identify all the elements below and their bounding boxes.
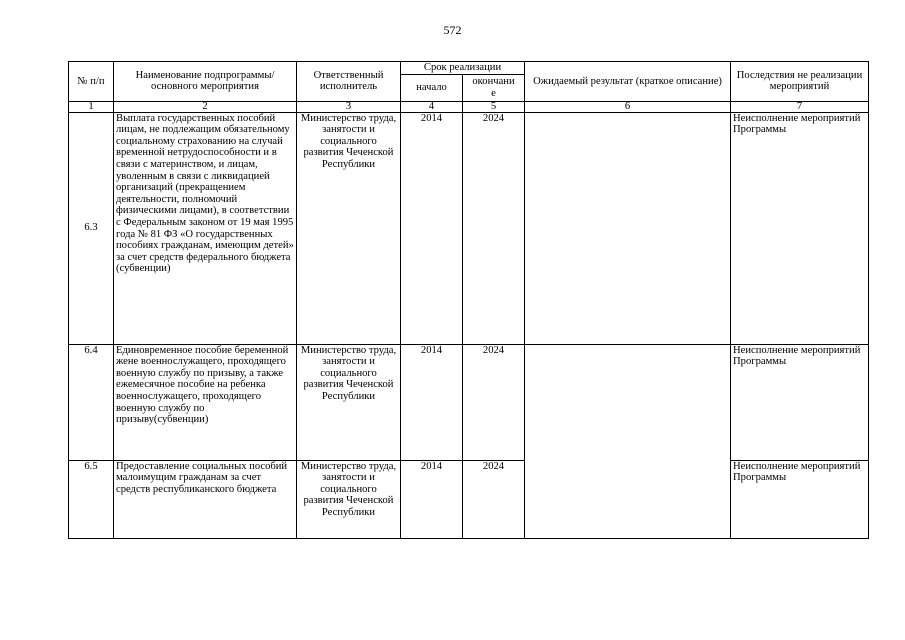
row-end: 2024 <box>463 460 525 538</box>
header-end-line2: е <box>491 87 496 99</box>
column-number: 5 <box>463 101 525 112</box>
column-number: 3 <box>297 101 401 112</box>
column-number: 6 <box>525 101 731 112</box>
header-start: начало <box>401 74 463 101</box>
header-end <box>463 74 525 101</box>
header-period: Срок реализации <box>401 62 525 75</box>
row-result <box>525 344 731 538</box>
row-end: 2024 <box>463 344 525 460</box>
row-num: 6.3 <box>69 112 114 344</box>
header-consequences: Последствия не реализации мероприятий <box>731 62 869 102</box>
column-number-row <box>69 101 869 112</box>
row-start: 2014 <box>401 344 463 460</box>
table-row <box>69 344 869 460</box>
row-result <box>525 112 731 344</box>
row-name: Единовременное пособие беременной жене военнослужащего, проходящего военную службу по призыву, а также ежемесячное пособие на ребенка военнослужащего, проходящего военную службу по призыву(субвенции) <box>114 344 297 460</box>
column-number: 7 <box>731 101 869 112</box>
header-result: Ожидаемый результат (краткое описание) <box>525 62 731 102</box>
program-table <box>68 61 869 539</box>
header-num: № п/п <box>69 62 114 102</box>
column-number: 2 <box>114 101 297 112</box>
page-number: 572 <box>443 23 462 37</box>
table-row <box>69 460 869 538</box>
row-start: 2014 <box>401 112 463 344</box>
row-executor: Министерство труда, занятости и социального развития Чеченской Республики <box>297 460 401 538</box>
row-consequences: Неисполнение мероприятий Программы <box>731 460 869 538</box>
header-end-line1: окончани <box>472 76 515 87</box>
row-name: Предоставление социальных пособий малоимущим гражданам за счет средств республиканского бюджета <box>114 460 297 538</box>
header-name: Наименование подпрограммы/ основного мероприятия <box>114 62 297 102</box>
row-name: Выплата государственных пособий лицам, не подлежащим обязательному социальному страхованию на случай временной нетрудоспособности и в связи с материнством, и лицам, уволенным в связи с ликвидацией организаций (прекращением деятельности, полномочий физическими лицами), в соответствии с Федеральным законом от 19 мая 1995 года № 81 ФЗ «О государственных пособиях гражданам, имеющим детей» за счет средств федерального бюджета (субвенции) <box>114 112 297 344</box>
row-start: 2014 <box>401 460 463 538</box>
row-executor: Министерство труда, занятости и социального развития Чеченской Республики <box>297 344 401 460</box>
row-consequences: Неисполнение мероприятий Программы <box>731 344 869 460</box>
row-end: 2024 <box>463 112 525 344</box>
column-number: 4 <box>401 101 463 112</box>
row-num: 6.5 <box>69 460 114 538</box>
header-executor: Ответственный исполнитель <box>297 62 401 102</box>
table-row <box>69 112 869 344</box>
row-num: 6.4 <box>69 344 114 460</box>
column-number: 1 <box>69 101 114 112</box>
row-executor: Министерство труда, занятости и социального развития Чеченской Республики <box>297 112 401 344</box>
row-consequences: Неисполнение мероприятий Программы <box>731 112 869 344</box>
